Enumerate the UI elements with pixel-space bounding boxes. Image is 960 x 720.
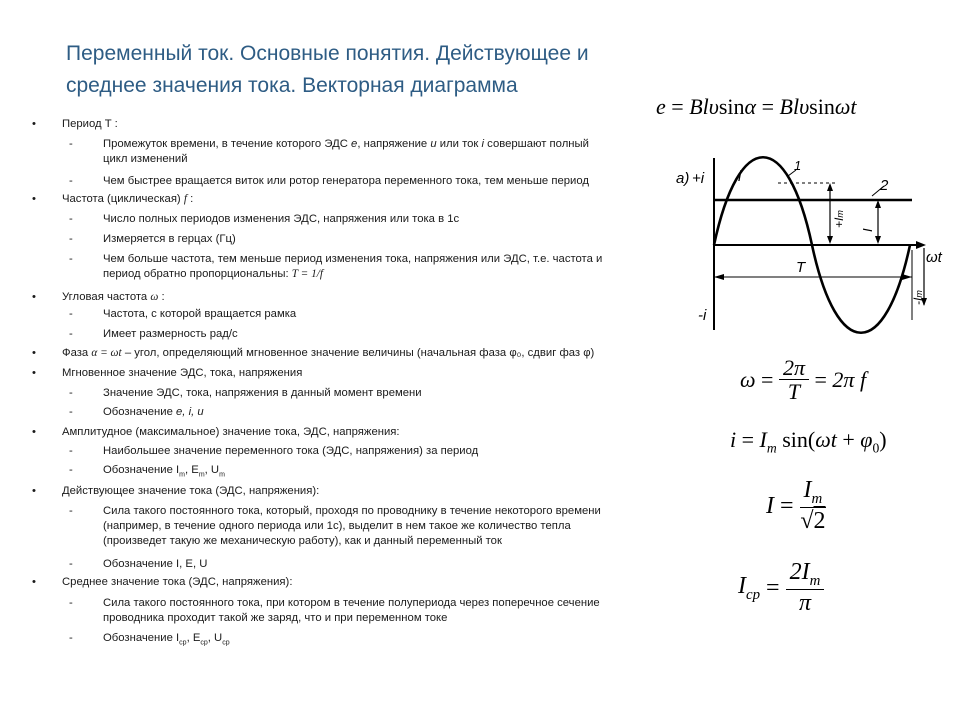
ampl-desc-1: Наибольшее значение переменного тока (ЭДС, напряжения) за период (103, 445, 479, 457)
bullet-marker: • (32, 367, 36, 379)
omega-formula: ω = $\frac{2\pi}{T}$ = 2π f (740, 355, 867, 405)
bullet-marker: • (32, 347, 36, 359)
dash-marker: - (69, 558, 73, 570)
dash-marker: - (69, 632, 73, 644)
bullet-marker: • (32, 576, 36, 588)
dash-marker: - (69, 233, 73, 245)
inst-desc-2: Обозначение e, i, u (103, 406, 204, 418)
label-wt: ωt (926, 249, 942, 266)
freq-desc-2: Измеряется в герцах (Гц) (103, 233, 236, 245)
rms-desc-1: Сила такого постоянного тока, который, проходя по проводнику в течение некоторого времени (например, в течение одного периода или 1с), выделит в нем такое же количество тепла (произведет такую же механическую работу), как и данный переменный ток (103, 505, 601, 547)
bullet-marker: • (32, 118, 36, 130)
rms-desc-2: Обозначение I, E, U (103, 558, 208, 570)
period-label: Период T : (62, 118, 118, 130)
avg-desc-1: Сила такого постоянного тока, при котором в течение полупериода через поперечное сечение проводника проходит такой же заряд, что и при переменном токе (103, 597, 600, 624)
dash-marker: - (69, 445, 73, 457)
label-I: I (860, 228, 875, 232)
label-plus-i: +i (692, 170, 705, 187)
instant-current-formula: $i = I_m$ $\sin(\omega t + \varphi_0)$ (730, 427, 887, 456)
dash-marker: - (69, 213, 73, 225)
period-arrow-left (714, 274, 724, 280)
bullet-marker: • (32, 291, 36, 303)
ampl-desc-2: Обозначение $I_m$, $E_m$, $U_m$ (103, 464, 225, 479)
dash-marker: - (69, 328, 73, 340)
freq-label: Частота (циклическая) f : (62, 193, 194, 205)
dash-marker: - (69, 387, 73, 399)
freq-desc-1: Число полных периодов изменения ЭДС, напряжения или тока в 1с (103, 213, 460, 225)
period-desc-1: Промежуток времени, в течение которого ЭДС e, напряжение u или ток i совершают полный цикл изменений (103, 138, 589, 165)
phase-label: Фаза α = ωt – угол, определяющий мгновенное значение величины (начальная фаза φ₀, сдвиг фаз φ) (62, 347, 595, 359)
avg-label: Среднее значение тока (ЭДС, напряжения): (62, 576, 293, 588)
average-formula: $I_{cp}$ = $\frac{2I_m}{\pi}$ (738, 560, 824, 617)
inst-label: Мгновенное значение ЭДС, тока, напряжения (62, 367, 303, 379)
im-arrow-head-top (827, 183, 833, 191)
freq-desc-3: Чем больше частота, тем меньше период изменения тока, напряжения или ЭДС, т.е. частота и период обратно пропорциональны: T = 1/f (103, 253, 603, 280)
avg-desc-2: Обозначение $I_{cp}$, $E_{cp}$, $U_{cp}$ (103, 632, 230, 647)
label-T: T (796, 259, 806, 276)
label-2: 2 (880, 177, 889, 194)
title-line-1: Переменный ток. Основные понятия. Действующее и (66, 42, 589, 65)
bullet-marker: • (32, 426, 36, 438)
rms-formula: I = $\frac{I_m}{√2}$ (766, 477, 826, 535)
bullet-marker: • (32, 485, 36, 497)
emf-formula: e = Blυsinα = Blυsinωt (656, 94, 857, 119)
label-a: a) (676, 170, 690, 187)
title-line-2: среднее значения тока. Векторная диаграмма (66, 74, 518, 97)
rms-label: Действующее значение тока (ЭДС, напряжения): (62, 485, 320, 497)
dash-marker: - (69, 464, 73, 476)
dash-marker: - (69, 308, 73, 320)
dash-marker: - (69, 505, 73, 517)
bullet-marker: • (32, 193, 36, 205)
label-1: 1 (794, 158, 802, 173)
inst-desc-1: Значение ЭДС, тока, напряжения в данный момент времени (103, 387, 422, 399)
label-minus-i: -i (698, 307, 707, 324)
dash-marker: - (69, 597, 73, 609)
ang-label: Угловая частота ω : (62, 291, 165, 303)
dash-marker: - (69, 138, 73, 150)
ang-desc-1: Частота, с которой вращается рамка (103, 308, 297, 320)
im-arrow-head-bottom (827, 236, 833, 244)
time-arrow-head (916, 241, 926, 249)
label-i-curve: i (738, 168, 742, 185)
dash-marker: - (69, 175, 73, 187)
ampl-label: Амплитудное (максимальное) значение тока, ЭДС, напряжения: (62, 426, 400, 438)
dash-marker: - (69, 253, 73, 265)
rms-arrow-head-bottom (875, 236, 881, 244)
label-plus-im: +Im (832, 210, 846, 228)
period-desc-2: Чем быстрее вращается виток или ротор генератора переменного тока, тем меньше период (103, 175, 589, 187)
dash-marker: - (69, 406, 73, 418)
slide-title (66, 38, 666, 102)
label-minus-im: -Im (911, 290, 925, 305)
ang-desc-2: Имеет размерность рад/с (103, 328, 238, 340)
period-arrow-right (902, 274, 912, 280)
sinusoid-diagram (672, 150, 952, 335)
